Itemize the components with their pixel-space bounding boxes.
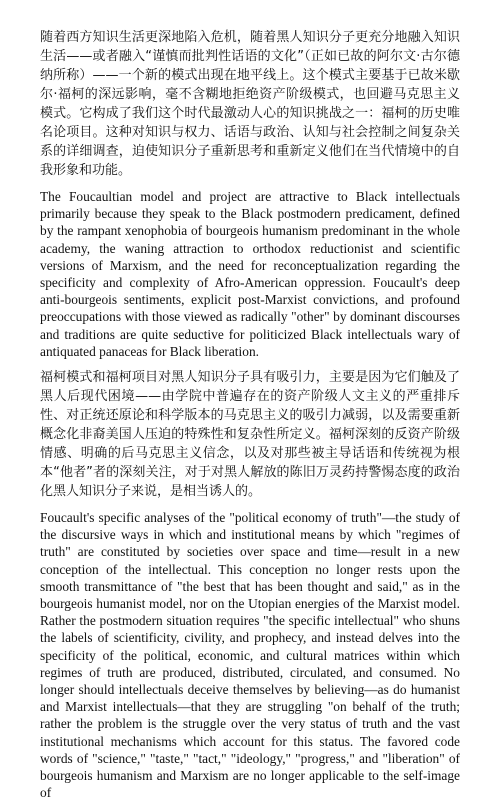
paragraph-chinese-1: 随着西方知识生活更深地陷入危机，随着黑人知识分子更充分地融入知识生活——或者融入“谨慎而批判性话语的文化”（正如已故的阿尔文·古尔德纳所称）——一个新的模式出现在地平线上。这个模式主要基于已故米歇尔·福柯的深远影响，毫不含糊地拒绝资产阶级模式，也回避马克思主义模式。它构成了我们这个时代最激动人心的知识挑战之一：福柯的历史唯名论项目。这种对知识与权力、话语与政治、认知与社会控制之间复杂关系的详细调查，迫使知识分子重新思考和重新定义他们在当代情境中的自我形象和功能。	[40, 30, 460, 178]
document-page	[40, 28, 460, 809]
paragraph-english-2: Foucault's specific analyses of the "political economy of truth"—the study of the discursive ways in which and institutional means by which "regimes of truth" are constituted by societies over space and time—result in a new conception of the intellectual. This conception no longer rests upon the smooth transmittance of "the best that has been thought and said," as in the bourgeois humanist model, nor on the Utopian energies of the Marxist model. Rather the postmodern situation requires "the specific intellectual" who shuns the labels of scientificity, civility, and prophecy, and instead delves into the specificity of the political, economic, and cultural matrices within which regimes of truth are produced, distributed, circulated, and consumed. No longer should intellectuals deceive themselves by believing—as do humanist and Marxist intellectuals—that they are struggling "on behalf of the truth; rather the problem is the struggle over the very status of truth and the vast institutional mechanisms which account for this status. The favored code words of "science," "taste," "tact," "ideology," "progress," and "liberation" of bourgeois humanism and Marxism are no longer applicable to the self-image of	[40, 510, 460, 801]
paragraph-english-1: The Foucaultian model and project are attractive to Black intellectuals primarily because they speak to the Black postmodern predicament, defined by the rampant xenophobia of bourgeois humanism predominant in the whole academy, the waning attraction to orthodox reductionist and scientific versions of Marxism, and the need for reconceptualization regarding the specificity and complexity of Afro-American oppression. Foucault's deep anti-bourgeois sentiments, explicit post-Marxist convictions, and profound preoccupations with those viewed as radically "other" by dominant discourses and traditions are quite seductive for politicized Black intellectuals wary of antiquated panaceas for Black liberation.	[40, 189, 460, 359]
paragraph-chinese-2: 福柯模式和福柯项目对黑人知识分子具有吸引力，主要是因为它们触及了黑人后现代困境——由学院中普遍存在的资产阶级人文主义的严重排斥性、对正统还原论和科学版本的马克思主义的吸引力减弱，以及需要重新概念化非裔美国人压迫的特殊性和复杂性所定义。福柯深刻的反资产阶级情感、明确的后马克思主义信念，以及对那些被主导话语和传统视为根本“他者”者的深刻关注，对于对黑人解放的陈旧万灵药持警惕态度的政治化黑人知识分子来说，是相当诱人的。	[40, 370, 460, 500]
